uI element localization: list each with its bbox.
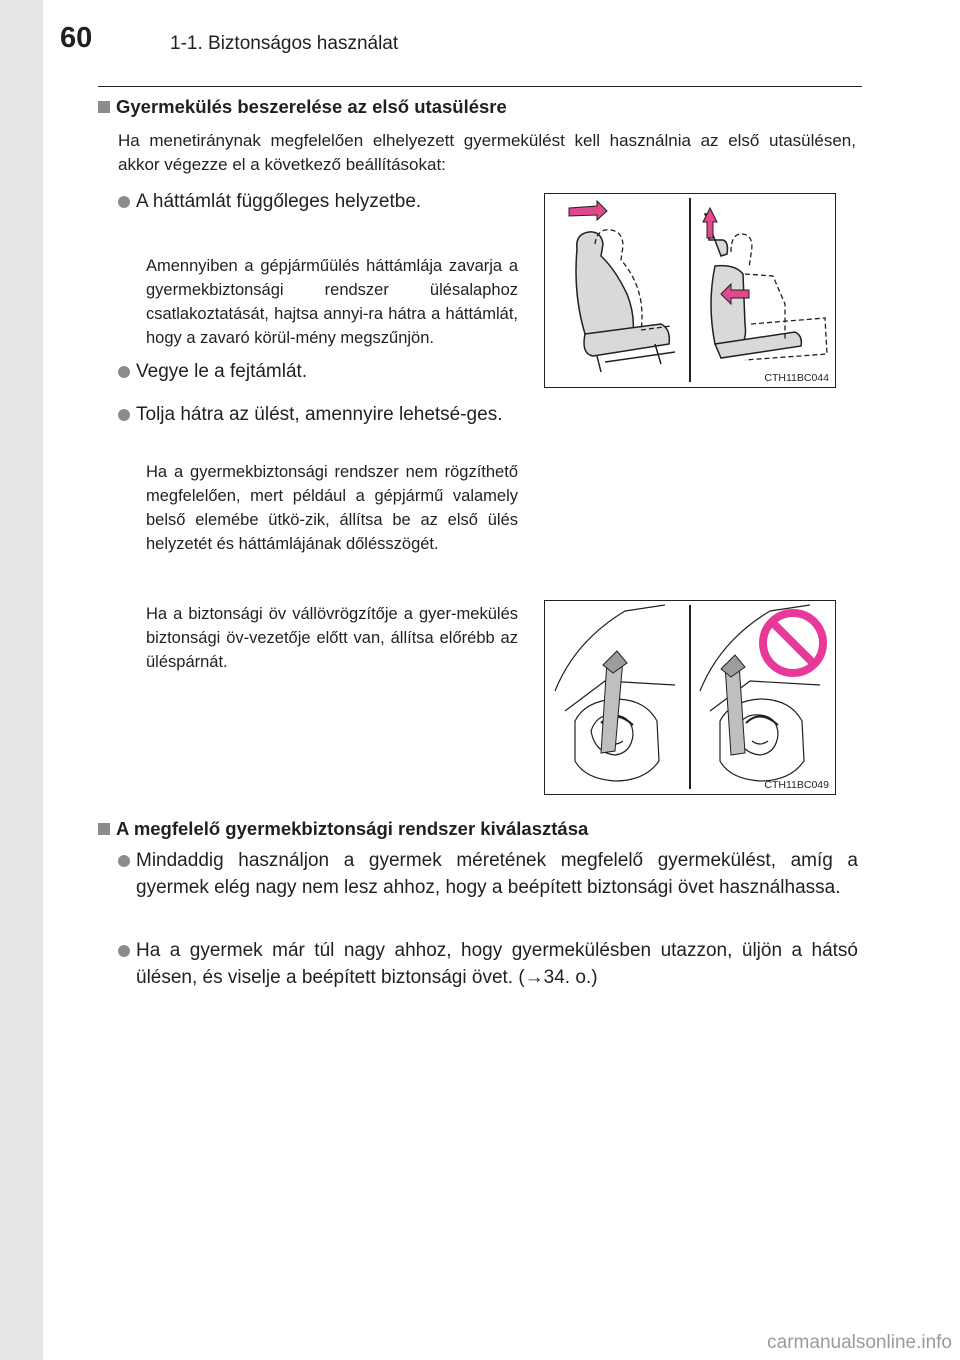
square-bullet-icon bbox=[98, 101, 110, 113]
note-shoulder-anchor: Ha a biztonsági öv vállövrögzítője a gyer-mekülés biztonsági öv-vezetője előtt van, állítsa előrébb az üléspárnát. bbox=[146, 605, 518, 671]
prohibition-icon bbox=[763, 613, 823, 673]
section-heading-text: Gyermekülés beszerelése az első utasülésre bbox=[116, 96, 507, 117]
bullet-slide-back: Tolja hátra az ülést, amennyire lehetsé-ges. bbox=[136, 404, 503, 425]
note-backrest: Amennyiben a gépjárműülés háttámlája zavarja a gyermekbiztonsági rendszer ülésalaphoz csatlakoztatását, hajtsa annyi-ra hátra a háttámlát, hogy a zavaró körül-mény megszűnjön. bbox=[146, 257, 518, 347]
circle-bullet-icon bbox=[118, 945, 130, 957]
bullet-backrest: A háttámlát függőleges helyzetbe. bbox=[136, 191, 422, 212]
circle-bullet-icon bbox=[118, 409, 130, 421]
page-number: 60 bbox=[60, 22, 93, 54]
bullet-rear-seat: Ha a gyermek már túl nagy ahhoz, hogy gyermekülésben utazzon, üljön a hátsó ülésen, és viselje a beépített biztonsági övet. (→34. o.) bbox=[136, 940, 858, 988]
bullet-headrest: Vegye le a fejtámlát. bbox=[136, 361, 308, 382]
section-heading-text: A megfelelő gyermekbiztonsági rendszer kiválasztása bbox=[116, 818, 589, 839]
chapter-title: 1-1. Biztonságos használat bbox=[170, 33, 399, 54]
figure-code: CTH11BC049 bbox=[764, 779, 829, 791]
circle-bullet-icon bbox=[118, 366, 130, 378]
header-rule bbox=[98, 86, 862, 87]
bullet-use-child-seat: Mindaddig használjon a gyermek méretének megfelelő gyermekülést, amíg a gyermek elég nagy nem lesz ahhoz, hogy a beépített biztonsági övet használhassa. bbox=[136, 850, 858, 898]
seat-illustration bbox=[545, 194, 835, 387]
section-heading-install bbox=[98, 96, 507, 118]
note-slide-back: Ha a gyermekbiztonsági rendszer nem rögzíthető megfelelően, mert például a gépjármű valamely belső elemébe ütkö-zik, állítsa be az első ülés helyzetét és háttámlájának dőlésszögét. bbox=[146, 463, 518, 553]
figure-seat-adjustment bbox=[544, 193, 836, 388]
circle-bullet-icon bbox=[118, 196, 130, 208]
circle-bullet-icon bbox=[118, 855, 130, 867]
figure-code: CTH11BC044 bbox=[764, 372, 829, 384]
square-bullet-icon bbox=[98, 823, 110, 835]
intro-paragraph: Ha menetiránynak megfelelően elhelyezett gyermekülést kell használnia az első utasülésen, akkor végezze el a következő beállításokat: bbox=[118, 131, 856, 174]
section-heading-select bbox=[98, 818, 588, 840]
side-margin-bar bbox=[0, 0, 43, 1360]
watermark: carmanualsonline.info bbox=[767, 1332, 952, 1353]
child-seat-illustration bbox=[545, 601, 835, 794]
figure-belt-position bbox=[544, 600, 836, 795]
